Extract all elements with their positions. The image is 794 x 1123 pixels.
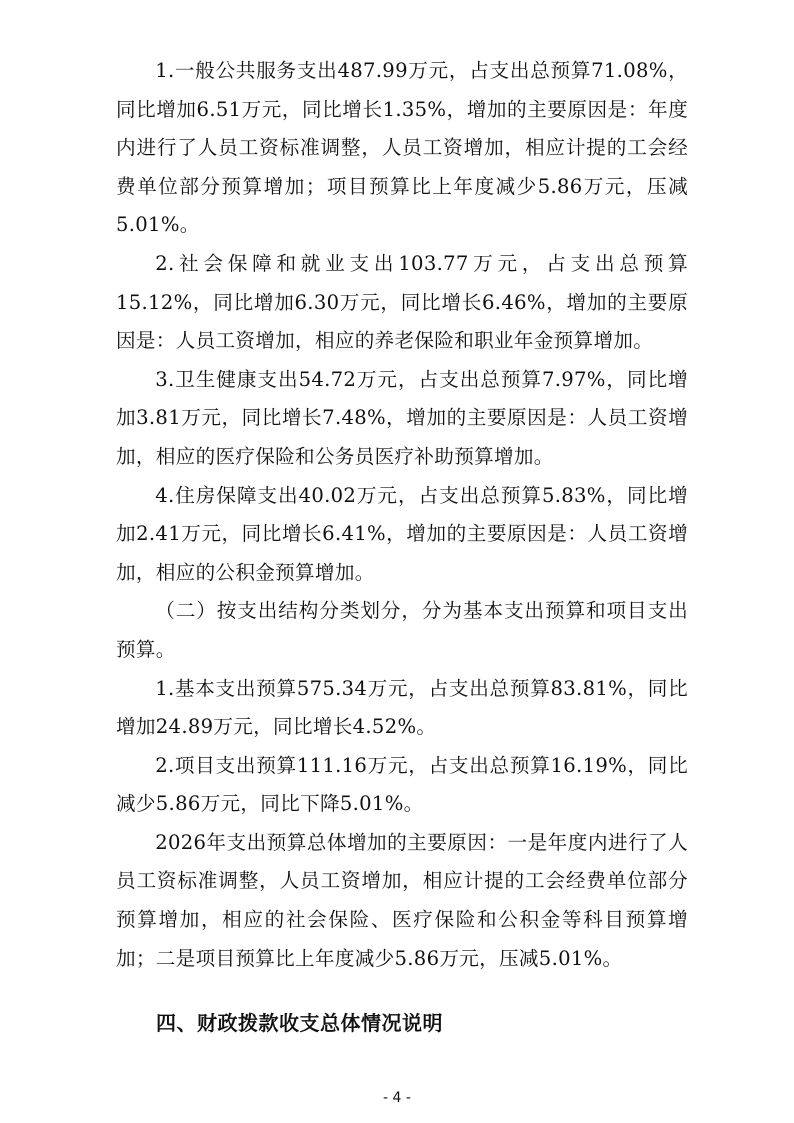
- paragraph-expenditure-structure: （二）按支出结构分类划分，分为基本支出预算和项目支出预算。: [116, 599, 688, 661]
- page-number: - 4 -: [383, 1090, 411, 1106]
- section-heading: 四、财政拨款收支总体情况说明: [156, 1011, 443, 1036]
- document-body: [116, 52, 688, 1042]
- paragraph-health: 3.卫生健康支出54.72万元，占支出总预算7.97%，同比增加3.81万元，同比增长7.48%，增加的主要原因是：人员工资增加，相应的医疗保险和公务员医疗补助预算增加。: [116, 367, 688, 468]
- paragraph-project-expenditure: 2.项目支出预算111.16万元，占支出总预算16.19%，同比减少5.86万元，同比下降5.01%。: [116, 753, 688, 816]
- paragraph-social-security: 2.社会保障和就业支出103.77万元，占支出总预算15.12%，同比增加6.30万元，同比增长6.46%，增加的主要原因是：人员工资增加，相应的养老保险和职业年金预算增加。: [116, 251, 688, 353]
- paragraph-general-public-services: 1.一般公共服务支出487.99万元，占支出总预算71.08%，同比增加6.51万元，同比增长1.35%，增加的主要原因是：年度内进行了人员工资标准调整，人员工资增加，相应计提的工会经费单位部分预算增加；项目预算比上年度减少5.86万元，压减5.01%。: [116, 59, 688, 237]
- paragraph-basic-expenditure: 1.基本支出预算575.34万元，占支出总预算83.81%，同比增加24.89万元，同比增长4.52%。: [116, 676, 688, 739]
- paragraph-increase-reasons: 2026年支出预算总体增加的主要原因：一是年度内进行了人员工资标准调整，人员工资增加，相应计提的工会经费单位部分预算增加，相应的社会保险、医疗保险和公积金等科目预算增加；二是项目预算比上年度减少5.86万元，压减5.01%。: [116, 830, 688, 970]
- paragraph-housing: 4.住房保障支出40.02万元，占支出总预算5.83%，同比增加2.41万元，同比增长6.41%，增加的主要原因是：人员工资增加，相应的公积金预算增加。: [116, 483, 688, 584]
